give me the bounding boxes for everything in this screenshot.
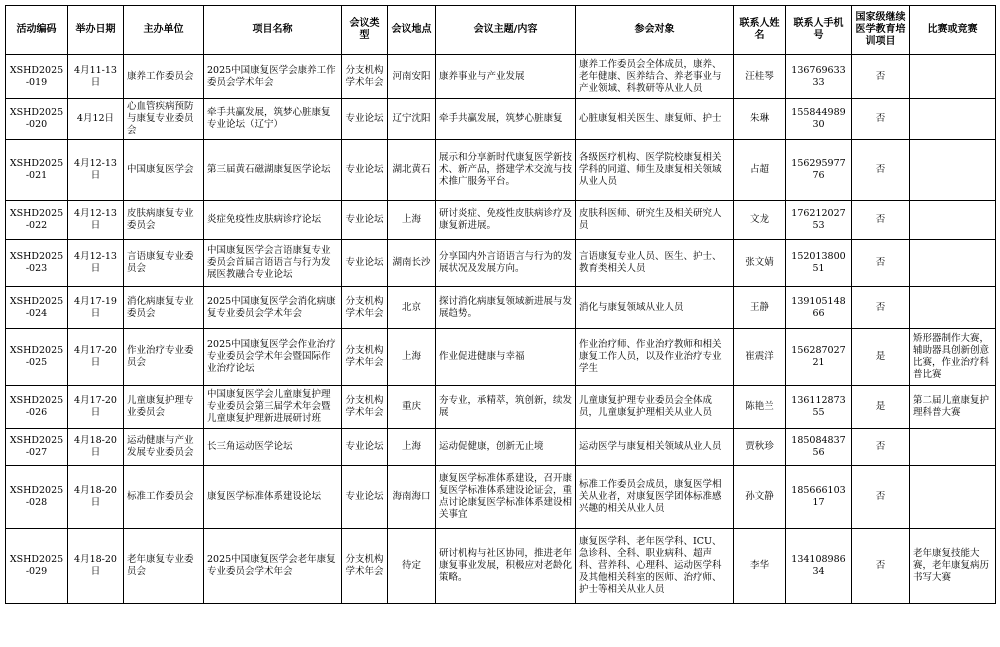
cell-audience: 作业治疗师、作业治疗教师和相关康复工作人员，以及作业治疗专业学生 bbox=[576, 329, 734, 386]
header-row bbox=[6, 6, 996, 55]
cell-place: 重庆 bbox=[388, 386, 436, 429]
cell-place: 北京 bbox=[388, 287, 436, 329]
cell-audience: 康养工作委员会全体成员，康养、老年健康、医养结合、养老事业与产业领域、科教研等从业人员 bbox=[576, 55, 734, 99]
cell-phone: 13676963333 bbox=[786, 55, 852, 99]
cell-theme: 展示和分享新时代康复医学新技术、新产品，搭建学术交流与技术推广服务平台。 bbox=[436, 140, 576, 201]
cell-theme: 运动促健康，创新无止境 bbox=[436, 429, 576, 466]
cell-audience: 标准工作委员会成员，康复医学相关从业者，对康复医学团体标准感兴趣的相关从业人员 bbox=[576, 466, 734, 529]
cell-place: 湖北黄石 bbox=[388, 140, 436, 201]
cell-contest: 老年康复技能大赛，老年康复病历书写大赛 bbox=[910, 529, 996, 604]
cell-type: 分支机构学术年会 bbox=[342, 329, 388, 386]
cell-contact: 占超 bbox=[734, 140, 786, 201]
cell-type: 专业论坛 bbox=[342, 99, 388, 140]
cell-code: XSHD2025-022 bbox=[6, 201, 68, 240]
cell-date: 4月12-13日 bbox=[68, 140, 124, 201]
cell-place: 海南海口 bbox=[388, 466, 436, 529]
cell-type: 分支机构学术年会 bbox=[342, 386, 388, 429]
cell-code: XSHD2025-023 bbox=[6, 240, 68, 287]
cell-type: 分支机构学术年会 bbox=[342, 287, 388, 329]
cell-contest: 矫形器制作大赛，辅助器具创新创意比赛，作业治疗科普比赛 bbox=[910, 329, 996, 386]
cell-date: 4月17-20日 bbox=[68, 386, 124, 429]
cell-project: 第三届黄石磁湖康复医学论坛 bbox=[204, 140, 342, 201]
cell-theme: 探讨消化病康复领域新进展与发展趋势。 bbox=[436, 287, 576, 329]
cell-type: 专业论坛 bbox=[342, 140, 388, 201]
cell-theme: 康养事业与产业发展 bbox=[436, 55, 576, 99]
cell-phone: 15201380051 bbox=[786, 240, 852, 287]
cell-contest bbox=[910, 466, 996, 529]
cell-cme: 否 bbox=[852, 466, 910, 529]
cell-audience: 消化与康复领域从业人员 bbox=[576, 287, 734, 329]
cell-contest: 第二届儿童康复护理科普大赛 bbox=[910, 386, 996, 429]
header-audience: 参会对象 bbox=[576, 6, 734, 55]
cell-cme: 否 bbox=[852, 240, 910, 287]
cell-cme: 否 bbox=[852, 99, 910, 140]
cell-contact: 孙文静 bbox=[734, 466, 786, 529]
header-code: 活动编码 bbox=[6, 6, 68, 55]
header-contest: 比赛或竞赛 bbox=[910, 6, 996, 55]
activity-table bbox=[5, 5, 996, 604]
cell-contest bbox=[910, 140, 996, 201]
header-project: 项目名称 bbox=[204, 6, 342, 55]
cell-contact: 李华 bbox=[734, 529, 786, 604]
cell-host: 皮肤病康复专业委员会 bbox=[124, 201, 204, 240]
cell-code: XSHD2025-021 bbox=[6, 140, 68, 201]
cell-type: 分支机构学术年会 bbox=[342, 55, 388, 99]
cell-audience: 儿童康复护理专业委员会全体成员，儿童康复护理相关从业人员 bbox=[576, 386, 734, 429]
cell-type: 专业论坛 bbox=[342, 201, 388, 240]
header-theme: 会议主题/内容 bbox=[436, 6, 576, 55]
cell-code: XSHD2025-028 bbox=[6, 466, 68, 529]
cell-host: 康养工作委员会 bbox=[124, 55, 204, 99]
cell-date: 4月17-19日 bbox=[68, 287, 124, 329]
cell-code: XSHD2025-024 bbox=[6, 287, 68, 329]
cell-code: XSHD2025-027 bbox=[6, 429, 68, 466]
cell-phone: 15628702721 bbox=[786, 329, 852, 386]
table-row bbox=[6, 429, 996, 466]
table-row bbox=[6, 99, 996, 140]
cell-host: 言语康复专业委员会 bbox=[124, 240, 204, 287]
cell-place: 待定 bbox=[388, 529, 436, 604]
cell-contest bbox=[910, 201, 996, 240]
header-host: 主办单位 bbox=[124, 6, 204, 55]
cell-date: 4月12-13日 bbox=[68, 201, 124, 240]
cell-cme: 是 bbox=[852, 329, 910, 386]
table-row bbox=[6, 287, 996, 329]
table-row bbox=[6, 55, 996, 99]
cell-code: XSHD2025-025 bbox=[6, 329, 68, 386]
cell-contest bbox=[910, 287, 996, 329]
cell-cme: 否 bbox=[852, 529, 910, 604]
table-row bbox=[6, 466, 996, 529]
cell-type: 分支机构学术年会 bbox=[342, 529, 388, 604]
table-row bbox=[6, 329, 996, 386]
cell-date: 4月18-20日 bbox=[68, 466, 124, 529]
cell-phone: 15629597776 bbox=[786, 140, 852, 201]
cell-project: 长三角运动医学论坛 bbox=[204, 429, 342, 466]
cell-theme: 牵手共赢发展，筑梦心脏康复 bbox=[436, 99, 576, 140]
cell-cme: 否 bbox=[852, 140, 910, 201]
table-row bbox=[6, 529, 996, 604]
cell-contact: 崔震洋 bbox=[734, 329, 786, 386]
cell-phone: 13910514866 bbox=[786, 287, 852, 329]
cell-type: 专业论坛 bbox=[342, 240, 388, 287]
cell-host: 儿童康复护理专业委员会 bbox=[124, 386, 204, 429]
cell-contest bbox=[910, 55, 996, 99]
cell-place: 河南安阳 bbox=[388, 55, 436, 99]
cell-host: 心血管疾病预防与康复专业委员会 bbox=[124, 99, 204, 140]
cell-theme: 夯专业，承精萃，筑创新，续发展 bbox=[436, 386, 576, 429]
cell-contact: 汪桂琴 bbox=[734, 55, 786, 99]
cell-place: 上海 bbox=[388, 429, 436, 466]
cell-contact: 朱琳 bbox=[734, 99, 786, 140]
cell-phone: 18508483756 bbox=[786, 429, 852, 466]
header-cme: 国家级继续医学教育培训项目 bbox=[852, 6, 910, 55]
cell-audience: 运动医学与康复相关领域从业人员 bbox=[576, 429, 734, 466]
cell-contact: 王静 bbox=[734, 287, 786, 329]
cell-phone: 13611287355 bbox=[786, 386, 852, 429]
cell-code: XSHD2025-020 bbox=[6, 99, 68, 140]
cell-theme: 作业促进健康与幸福 bbox=[436, 329, 576, 386]
cell-audience: 言语康复专业人员、医生、护士、教育类相关人员 bbox=[576, 240, 734, 287]
header-contact: 联系人姓名 bbox=[734, 6, 786, 55]
cell-project: 康复医学标准体系建设论坛 bbox=[204, 466, 342, 529]
cell-place: 上海 bbox=[388, 329, 436, 386]
cell-date: 4月11-13日 bbox=[68, 55, 124, 99]
cell-contact: 贾秋珍 bbox=[734, 429, 786, 466]
cell-audience: 康复医学科、老年医学科、ICU、急诊科、全科、职业病科、超声科、营养科、心理科、运动医学科及其他相关科室的医师、治疗师、护士等相关从业人员 bbox=[576, 529, 734, 604]
header-type: 会议类型 bbox=[342, 6, 388, 55]
header-place: 会议地点 bbox=[388, 6, 436, 55]
cell-project: 2025中国康复医学会消化病康复专业委员会学术年会 bbox=[204, 287, 342, 329]
cell-host: 运动健康与产业发展专业委员会 bbox=[124, 429, 204, 466]
table-row bbox=[6, 201, 996, 240]
cell-audience: 心脏康复相关医生、康复师、护士 bbox=[576, 99, 734, 140]
cell-host: 作业治疗专业委员会 bbox=[124, 329, 204, 386]
cell-place: 辽宁沈阳 bbox=[388, 99, 436, 140]
cell-cme: 否 bbox=[852, 287, 910, 329]
cell-project: 中国康复医学会儿童康复护理专业委员会第三届学术年会暨儿童康复护理新进展研讨班 bbox=[204, 386, 342, 429]
cell-contest bbox=[910, 240, 996, 287]
cell-theme: 康复医学标准体系建设，召开康复医学标准体系建设论证会，重点讨论康复医学标准体系建设相关事宜 bbox=[436, 466, 576, 529]
cell-cme: 否 bbox=[852, 55, 910, 99]
cell-audience: 皮肤科医师、研究生及相关研究人员 bbox=[576, 201, 734, 240]
cell-host: 标准工作委员会 bbox=[124, 466, 204, 529]
cell-date: 4月17-20日 bbox=[68, 329, 124, 386]
cell-theme: 分享国内外言语语言与行为的发展状况及发展方向。 bbox=[436, 240, 576, 287]
cell-host: 中国康复医学会 bbox=[124, 140, 204, 201]
cell-code: XSHD2025-029 bbox=[6, 529, 68, 604]
cell-contest bbox=[910, 99, 996, 140]
cell-date: 4月12-13日 bbox=[68, 240, 124, 287]
cell-phone: 13410898634 bbox=[786, 529, 852, 604]
cell-cme: 否 bbox=[852, 201, 910, 240]
cell-phone: 15584498930 bbox=[786, 99, 852, 140]
cell-phone: 18566610317 bbox=[786, 466, 852, 529]
cell-contest bbox=[910, 429, 996, 466]
cell-contact: 文龙 bbox=[734, 201, 786, 240]
cell-project: 2025中国康复医学会老年康复专业委员会学术年会 bbox=[204, 529, 342, 604]
cell-code: XSHD2025-019 bbox=[6, 55, 68, 99]
cell-project: 2025中国康复医学会作业治疗专业委员会学术年会暨国际作业治疗论坛 bbox=[204, 329, 342, 386]
table-row bbox=[6, 140, 996, 201]
table-row bbox=[6, 386, 996, 429]
cell-date: 4月18-20日 bbox=[68, 429, 124, 466]
cell-project: 2025中国康复医学会康养工作委员会学术年会 bbox=[204, 55, 342, 99]
cell-theme: 研讨机构与社区协同，推进老年康复事业发展，积极应对老龄化策略。 bbox=[436, 529, 576, 604]
cell-host: 消化病康复专业委员会 bbox=[124, 287, 204, 329]
cell-date: 4月12日 bbox=[68, 99, 124, 140]
cell-place: 湖南长沙 bbox=[388, 240, 436, 287]
cell-cme: 是 bbox=[852, 386, 910, 429]
cell-type: 专业论坛 bbox=[342, 466, 388, 529]
cell-project: 中国康复医学会言语康复专业委员会首届言语语言与行为发展医教融合专业论坛 bbox=[204, 240, 342, 287]
cell-phone: 17621202753 bbox=[786, 201, 852, 240]
cell-host: 老年康复专业委员会 bbox=[124, 529, 204, 604]
table-row bbox=[6, 240, 996, 287]
cell-project: 牵手共赢发展，筑梦心脏康复专业论坛（辽宁） bbox=[204, 99, 342, 140]
header-date: 举办日期 bbox=[68, 6, 124, 55]
cell-theme: 研讨炎症、免疫性皮肤病诊疗及康复新进展。 bbox=[436, 201, 576, 240]
cell-contact: 张文婧 bbox=[734, 240, 786, 287]
cell-audience: 各级医疗机构、医学院校康复相关学科的同道、师生及康复相关领域从业人员 bbox=[576, 140, 734, 201]
cell-project: 炎症免疫性皮肤病诊疗论坛 bbox=[204, 201, 342, 240]
cell-place: 上海 bbox=[388, 201, 436, 240]
cell-date: 4月18-20日 bbox=[68, 529, 124, 604]
cell-cme: 否 bbox=[852, 429, 910, 466]
cell-code: XSHD2025-026 bbox=[6, 386, 68, 429]
header-phone: 联系人手机号 bbox=[786, 6, 852, 55]
cell-contact: 陈艳兰 bbox=[734, 386, 786, 429]
cell-type: 专业论坛 bbox=[342, 429, 388, 466]
